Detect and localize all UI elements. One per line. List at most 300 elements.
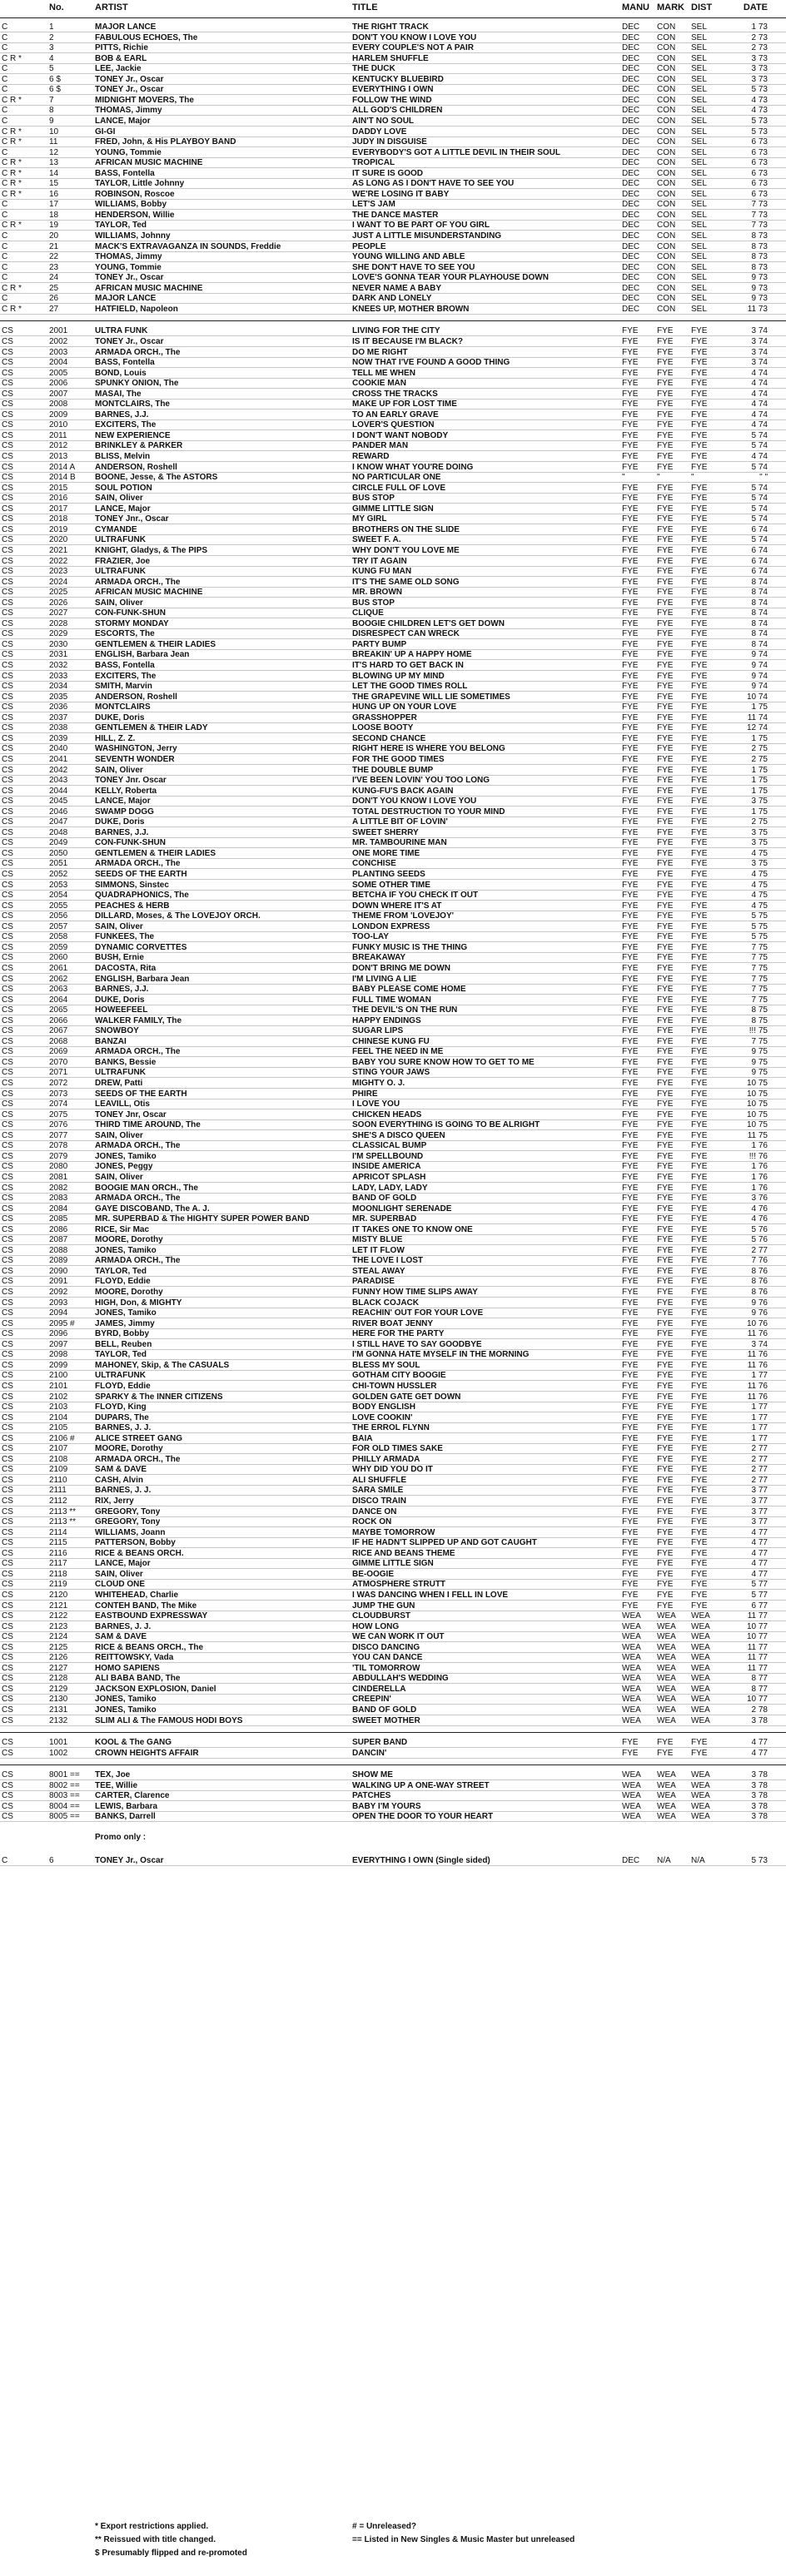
cell-date: 4 74 xyxy=(751,400,768,409)
cell-mark: FYE xyxy=(657,1036,674,1046)
cell-prefix: CS xyxy=(2,776,13,786)
table-row xyxy=(0,1152,786,1162)
cell-prefix: CS xyxy=(2,1705,13,1715)
cell-date: 6 74 xyxy=(751,524,768,534)
cell-title: I LOVE YOU xyxy=(352,1099,400,1109)
cell-artist: BELL, Reuben xyxy=(95,1339,152,1349)
cell-prefix: C xyxy=(2,1855,8,1865)
cell-mark: CON xyxy=(657,127,676,136)
cell-mark: FYE xyxy=(657,347,674,357)
cell-date: 1 75 xyxy=(751,786,768,796)
cell-mark: FYE xyxy=(657,671,674,681)
cell-manu: DEC xyxy=(622,43,640,53)
table-row xyxy=(0,400,786,409)
table-row xyxy=(0,807,786,817)
cell-prefix: CS xyxy=(2,1423,13,1433)
cell-number: 2095 # xyxy=(49,1318,75,1328)
cell-date: 8 74 xyxy=(751,598,768,608)
cell-number: 26 xyxy=(49,294,59,304)
cell-manu: WEA xyxy=(622,1642,641,1652)
table-row xyxy=(0,1434,786,1444)
cell-number: 2004 xyxy=(49,358,68,368)
cell-number: 2083 xyxy=(49,1194,68,1204)
cell-artist: MONTCLAIRS xyxy=(95,702,151,712)
cell-prefix: CS xyxy=(2,880,13,890)
cell-prefix: CS xyxy=(2,1801,13,1811)
cell-number: 2051 xyxy=(49,859,68,869)
cell-number: 2043 xyxy=(49,776,68,786)
cell-prefix: C xyxy=(2,294,8,304)
cell-mark: FYE xyxy=(657,1151,674,1161)
cell-artist: JONES, Peggy xyxy=(95,1162,153,1172)
cell-number: 2125 xyxy=(49,1642,68,1652)
table-row xyxy=(0,158,786,168)
cell-manu: FYE xyxy=(622,514,639,524)
cell-dist: SEL xyxy=(691,294,707,304)
cell-prefix: CS xyxy=(2,1235,13,1245)
cell-mark: CON xyxy=(657,168,676,178)
cell-mark: FYE xyxy=(657,1005,674,1015)
header-title: TITLE xyxy=(352,2,378,12)
cell-date: 1 77 xyxy=(751,1433,768,1443)
cell-number: 2105 xyxy=(49,1423,68,1433)
cell-dist: FYE xyxy=(691,1057,708,1067)
cell-artist: JAMES, Jimmy xyxy=(95,1318,155,1328)
cell-number: 2018 xyxy=(49,514,68,524)
cell-mark: CON xyxy=(657,252,676,262)
cell-date: 4 75 xyxy=(751,880,768,890)
cell-prefix: CS xyxy=(2,452,13,461)
cell-dist: FYE xyxy=(691,1381,708,1391)
cell-prefix: CS xyxy=(2,494,13,504)
cell-number: 23 xyxy=(49,262,59,272)
cell-title: HUNG UP ON YOUR LOVE xyxy=(352,702,457,712)
cell-prefix: CS xyxy=(2,1454,13,1464)
cell-dist: FYE xyxy=(691,1590,708,1600)
cell-title: ONE MORE TIME xyxy=(352,848,420,858)
cell-prefix: CS xyxy=(2,1695,13,1705)
cell-mark: FYE xyxy=(657,1172,674,1182)
table-row xyxy=(0,1444,786,1454)
cell-artist: ULTRAFUNK xyxy=(95,535,146,545)
cell-artist: LANCE, Major xyxy=(95,504,151,514)
cell-date: 10 74 xyxy=(746,692,768,702)
cell-prefix: CS xyxy=(2,1653,13,1663)
cell-artist: ANDERSON, Roshell xyxy=(95,692,177,702)
cell-date: 4 75 xyxy=(751,848,768,858)
cell-mark: FYE xyxy=(657,1371,674,1381)
cell-prefix: CS xyxy=(2,1433,13,1443)
cell-number: 2073 xyxy=(49,1089,68,1099)
cell-title: COOKIE MAN xyxy=(352,379,406,389)
cell-dist: FYE xyxy=(691,692,708,702)
cell-mark: FYE xyxy=(657,1392,674,1402)
cell-title: BABY PLEASE COME HOME xyxy=(352,985,466,995)
cell-artist: CON-FUNK-SHUN xyxy=(95,838,166,848)
table-row xyxy=(0,514,786,524)
cell-title: RICE AND BEANS THEME xyxy=(352,1548,455,1558)
cell-artist: DREW, Patti xyxy=(95,1079,143,1088)
table-row xyxy=(0,463,786,473)
table-row xyxy=(0,672,786,682)
cell-dist: SEL xyxy=(691,53,707,63)
cell-mark: FYE xyxy=(657,901,674,911)
cell-dist: FYE xyxy=(691,1339,708,1349)
cell-dist: FYE xyxy=(691,1601,708,1611)
cell-number: 2045 xyxy=(49,797,68,807)
cell-dist: SEL xyxy=(691,304,707,314)
cell-manu: FYE xyxy=(622,1433,639,1443)
cell-mark: FYE xyxy=(657,985,674,995)
cell-mark: FYE xyxy=(657,786,674,796)
cell-mark: FYE xyxy=(657,1486,674,1496)
cell-prefix: CS xyxy=(2,420,13,430)
cell-mark: FYE xyxy=(657,953,674,963)
cell-number: 7 xyxy=(49,95,54,105)
cell-dist: FYE xyxy=(691,1141,708,1151)
table-row xyxy=(0,557,786,567)
table-row xyxy=(0,348,786,358)
cell-artist: SMITH, Marvin xyxy=(95,682,152,692)
cell-mark: FYE xyxy=(657,368,674,378)
cell-dist: FYE xyxy=(691,1506,708,1516)
cell-manu: FYE xyxy=(622,1381,639,1391)
cell-dist: SEL xyxy=(691,231,707,241)
cell-title: LONDON EXPRESS xyxy=(352,921,430,931)
cell-mark: " xyxy=(657,473,660,483)
cell-title: CLASSICAL BUMP xyxy=(352,1141,427,1151)
cell-artist: HIGH, Don, & MIGHTY xyxy=(95,1298,182,1308)
cell-prefix: CS xyxy=(2,462,13,472)
cell-dist: FYE xyxy=(691,1569,708,1579)
cell-dist: WEA xyxy=(691,1653,710,1663)
cell-manu: WEA xyxy=(622,1684,641,1694)
cell-date: 9 75 xyxy=(751,1068,768,1078)
cell-mark: FYE xyxy=(657,1308,674,1318)
cell-prefix: CS xyxy=(2,1580,13,1590)
cell-manu: FYE xyxy=(622,838,639,848)
cell-dist: FYE xyxy=(691,545,708,555)
cell-prefix: CS xyxy=(2,1036,13,1046)
cell-manu: FYE xyxy=(622,1371,639,1381)
cell-title: CROSS THE TRACKS xyxy=(352,389,438,399)
cell-mark: FYE xyxy=(657,848,674,858)
cell-title: WE CAN WORK IT OUT xyxy=(352,1632,445,1642)
cell-artist: MACK'S EXTRAVAGANZA IN SOUNDS, Freddie xyxy=(95,241,281,251)
cell-prefix: CS xyxy=(2,712,13,722)
cell-manu: WEA xyxy=(622,1674,641,1684)
cell-title: LADY, LADY, LADY xyxy=(352,1183,428,1193)
cell-dist: FYE xyxy=(691,963,708,973)
cell-title: HOW LONG xyxy=(352,1621,400,1631)
cell-mark: FYE xyxy=(657,1318,674,1328)
cell-number: 12 xyxy=(49,147,59,157)
cell-date: 6 73 xyxy=(751,189,768,199)
cell-number: 2048 xyxy=(49,827,68,837)
footnote-right-1: # = Unreleased? xyxy=(352,2522,416,2531)
table-row xyxy=(0,975,786,985)
cell-number: 2035 xyxy=(49,692,68,702)
cell-number: 1002 xyxy=(49,1748,68,1758)
cell-prefix: CS xyxy=(2,577,13,587)
cell-date: 1 75 xyxy=(751,733,768,743)
cell-title: EVERYTHING I OWN xyxy=(352,85,434,95)
cell-title: DON'T YOU KNOW I LOVE YOU xyxy=(352,797,477,807)
cell-title: THE RIGHT TRACK xyxy=(352,22,429,32)
cell-mark: FYE xyxy=(657,1099,674,1109)
cell-dist: SEL xyxy=(691,158,707,168)
cell-title: KUNG FU MAN xyxy=(352,567,412,577)
table-row xyxy=(0,682,786,692)
cell-date: 1 73 xyxy=(751,22,768,32)
cell-prefix: CS xyxy=(2,1517,13,1527)
table-row xyxy=(0,1256,786,1266)
cell-prefix: CS xyxy=(2,1684,13,1694)
cell-manu: FYE xyxy=(622,765,639,775)
table-row xyxy=(0,179,786,189)
cell-dist: FYE xyxy=(691,797,708,807)
cell-title: SOON EVERYTHING IS GOING TO BE ALRIGHT xyxy=(352,1120,540,1130)
cell-dist: SEL xyxy=(691,210,707,220)
cell-title: LOVER'S QUESTION xyxy=(352,420,435,430)
cell-manu: DEC xyxy=(622,283,640,293)
cell-title: EVERYTHING I OWN (Single sided) xyxy=(352,1855,490,1865)
cell-artist: BUSH, Ernie xyxy=(95,953,144,963)
cell-number: 2077 xyxy=(49,1130,68,1140)
table-row xyxy=(0,1664,786,1674)
cell-prefix: CS xyxy=(2,1548,13,1558)
cell-title: LET THE GOOD TIMES ROLL xyxy=(352,682,468,692)
cell-date: 9 76 xyxy=(751,1308,768,1318)
cell-date: 3 74 xyxy=(751,326,768,336)
cell-artist: ANDERSON, Roshell xyxy=(95,462,177,472)
cell-manu: WEA xyxy=(622,1791,641,1801)
section-divider xyxy=(0,320,786,321)
table-row xyxy=(0,1267,786,1277)
cell-mark: FYE xyxy=(657,765,674,775)
cell-date: 1 76 xyxy=(751,1183,768,1193)
cell-number: 2085 xyxy=(49,1214,68,1224)
cell-artist: ALI BABA BAND, The xyxy=(95,1674,181,1684)
cell-number: 8003 == xyxy=(49,1791,80,1801)
cell-prefix: CS xyxy=(2,1245,13,1255)
cell-title: PATCHES xyxy=(352,1791,391,1801)
cell-prefix: CS xyxy=(2,827,13,837)
cell-title: EVERY COUPLE'S NOT A PAIR xyxy=(352,43,474,53)
cell-dist: FYE xyxy=(691,1277,708,1287)
cell-mark: FYE xyxy=(657,932,674,942)
cell-prefix: CS xyxy=(2,733,13,743)
table-row xyxy=(0,326,786,336)
cell-number: 2006 xyxy=(49,379,68,389)
cell-title: THE LOVE I LOST xyxy=(352,1256,424,1266)
table-row xyxy=(0,22,786,32)
cell-number: 2 xyxy=(49,32,54,42)
cell-date: 4 73 xyxy=(751,95,768,105)
cell-mark: FYE xyxy=(657,1738,674,1748)
cell-date: 3 76 xyxy=(751,1194,768,1204)
cell-title: BUS STOP xyxy=(352,494,395,504)
cell-prefix: CS xyxy=(2,1026,13,1036)
cell-prefix: C xyxy=(2,252,8,262)
cell-date: 8 73 xyxy=(751,262,768,272)
cell-number: 8005 == xyxy=(49,1812,80,1822)
cell-number: 2080 xyxy=(49,1162,68,1172)
cell-manu: FYE xyxy=(622,483,639,493)
cell-prefix: C xyxy=(2,32,8,42)
cell-number: 2084 xyxy=(49,1204,68,1214)
cell-number: 2072 xyxy=(49,1079,68,1088)
cell-date: 3 77 xyxy=(751,1517,768,1527)
cell-prefix: C R * xyxy=(2,95,22,105)
cell-mark: FYE xyxy=(657,650,674,660)
table-row xyxy=(0,390,786,400)
cell-date: 1 76 xyxy=(751,1172,768,1182)
cell-number: 2102 xyxy=(49,1392,68,1402)
cell-date: 5 76 xyxy=(751,1235,768,1245)
cell-date: 5 74 xyxy=(751,483,768,493)
cell-artist: JONES, Tamiko xyxy=(95,1245,157,1255)
cell-manu: DEC xyxy=(622,95,640,105)
table-row xyxy=(0,598,786,608)
cell-title: I KNOW WHAT YOU'RE DOING xyxy=(352,462,474,472)
cell-title: REACHIN' OUT FOR YOUR LOVE xyxy=(352,1308,484,1318)
cell-number: 2019 xyxy=(49,524,68,534)
cell-title: GOLDEN GATE GET DOWN xyxy=(352,1392,461,1402)
cell-artist: MOORE, Dorothy xyxy=(95,1288,163,1297)
cell-prefix: CS xyxy=(2,639,13,649)
cell-dist: FYE xyxy=(691,1486,708,1496)
cell-title: RIVER BOAT JENNY xyxy=(352,1318,434,1328)
cell-prefix: CS xyxy=(2,1141,13,1151)
cell-number: 2130 xyxy=(49,1695,68,1705)
cell-artist: MOORE, Dorothy xyxy=(95,1444,163,1454)
cell-date: 5 76 xyxy=(751,1224,768,1234)
cell-number: 2064 xyxy=(49,995,68,1005)
table-row xyxy=(0,211,786,221)
cell-date: 6 73 xyxy=(751,137,768,147)
cell-artist: TONEY Jr., Oscar xyxy=(95,74,164,84)
cell-prefix: CS xyxy=(2,817,13,827)
cell-title: DADDY LOVE xyxy=(352,127,407,136)
cell-dist: FYE xyxy=(691,1172,708,1182)
table-row xyxy=(0,1235,786,1245)
cell-date: 11 75 xyxy=(747,1130,768,1140)
table-row xyxy=(0,1781,786,1791)
cell-prefix: CS xyxy=(2,754,13,764)
cell-manu: FYE xyxy=(622,963,639,973)
cell-date: 5 75 xyxy=(751,911,768,921)
cell-prefix: CS xyxy=(2,1496,13,1506)
cell-date: 2 73 xyxy=(751,32,768,42)
cell-prefix: CS xyxy=(2,409,13,419)
cell-number: 8001 == xyxy=(49,1770,80,1780)
cell-mark: FYE xyxy=(657,797,674,807)
cell-dist: FYE xyxy=(691,859,708,869)
cell-artist: BYRD, Bobby xyxy=(95,1329,149,1339)
cell-dist: FYE xyxy=(691,827,708,837)
cell-dist: FYE xyxy=(691,702,708,712)
cell-title: KUNG-FU'S BACK AGAIN xyxy=(352,786,454,796)
cell-dist: FYE xyxy=(691,1580,708,1590)
cell-number: 2101 xyxy=(49,1381,68,1391)
cell-dist: WEA xyxy=(691,1611,710,1621)
cell-artist: LEE, Jackie xyxy=(95,64,142,74)
cell-title: ALL GOD'S CHILDREN xyxy=(352,106,443,116)
cell-title: DOWN WHERE IT'S AT xyxy=(352,901,442,911)
cell-mark: CON xyxy=(657,95,676,105)
cell-number: 2104 xyxy=(49,1412,68,1422)
cell-mark: FYE xyxy=(657,963,674,973)
cell-artist: ENGLISH, Barbara Jean xyxy=(95,650,190,660)
cell-prefix: CS xyxy=(2,974,13,984)
cell-number: 2022 xyxy=(49,556,68,566)
cell-dist: FYE xyxy=(691,567,708,577)
cell-number: 2129 xyxy=(49,1684,68,1694)
cell-number: 2014 B xyxy=(49,473,76,483)
table-row xyxy=(0,1005,786,1015)
cell-artist: SAIN, Oliver xyxy=(95,1569,143,1579)
table-row xyxy=(0,369,786,379)
cell-mark: FYE xyxy=(657,1194,674,1204)
table-row xyxy=(0,525,786,535)
cell-number: 24 xyxy=(49,273,59,283)
cell-prefix: CS xyxy=(2,1642,13,1652)
cell-number: 2054 xyxy=(49,891,68,901)
cell-dist: FYE xyxy=(691,880,708,890)
cell-mark: CON xyxy=(657,43,676,53)
cell-prefix: CS xyxy=(2,1506,13,1516)
cell-dist: FYE xyxy=(691,524,708,534)
cell-artist: AFRICAN MUSIC MACHINE xyxy=(95,158,203,168)
cell-manu: FYE xyxy=(622,661,639,670)
table-row xyxy=(0,1705,786,1715)
cell-number: 2009 xyxy=(49,409,68,419)
table-row xyxy=(0,901,786,911)
cell-mark: FYE xyxy=(657,1506,674,1516)
cell-mark: WEA xyxy=(657,1611,676,1621)
cell-dist: FYE xyxy=(691,1329,708,1339)
cell-artist: SLIM ALI & The FAMOUS HODI BOYS xyxy=(95,1715,243,1725)
table-row xyxy=(0,1611,786,1621)
cell-date: 9 74 xyxy=(751,682,768,692)
cell-date: 4 75 xyxy=(751,870,768,879)
cell-date: 10 75 xyxy=(746,1079,768,1088)
cell-prefix: CS xyxy=(2,870,13,879)
cell-mark: FYE xyxy=(657,995,674,1005)
cell-dist: SEL xyxy=(691,241,707,251)
cell-mark: WEA xyxy=(657,1642,676,1652)
cell-manu: FYE xyxy=(622,870,639,879)
cell-title: TOO-LAY xyxy=(352,932,389,942)
cell-prefix: C xyxy=(2,74,8,84)
cell-manu: FYE xyxy=(622,462,639,472)
cell-mark: FYE xyxy=(657,514,674,524)
cell-manu: FYE xyxy=(622,1109,639,1119)
cell-artist: RICE & BEANS ORCH., The xyxy=(95,1642,204,1652)
cell-mark: FYE xyxy=(657,420,674,430)
cell-mark: FYE xyxy=(657,1183,674,1193)
cell-manu: FYE xyxy=(622,1454,639,1464)
table-row xyxy=(0,1308,786,1318)
cell-prefix: CS xyxy=(2,545,13,555)
table-row xyxy=(0,1496,786,1506)
cell-prefix: CS xyxy=(2,995,13,1005)
cell-artist: JONES, Tamiko xyxy=(95,1705,157,1715)
cell-prefix: CS xyxy=(2,1770,13,1780)
cell-date: 2 77 xyxy=(751,1475,768,1485)
table-row xyxy=(0,441,786,451)
